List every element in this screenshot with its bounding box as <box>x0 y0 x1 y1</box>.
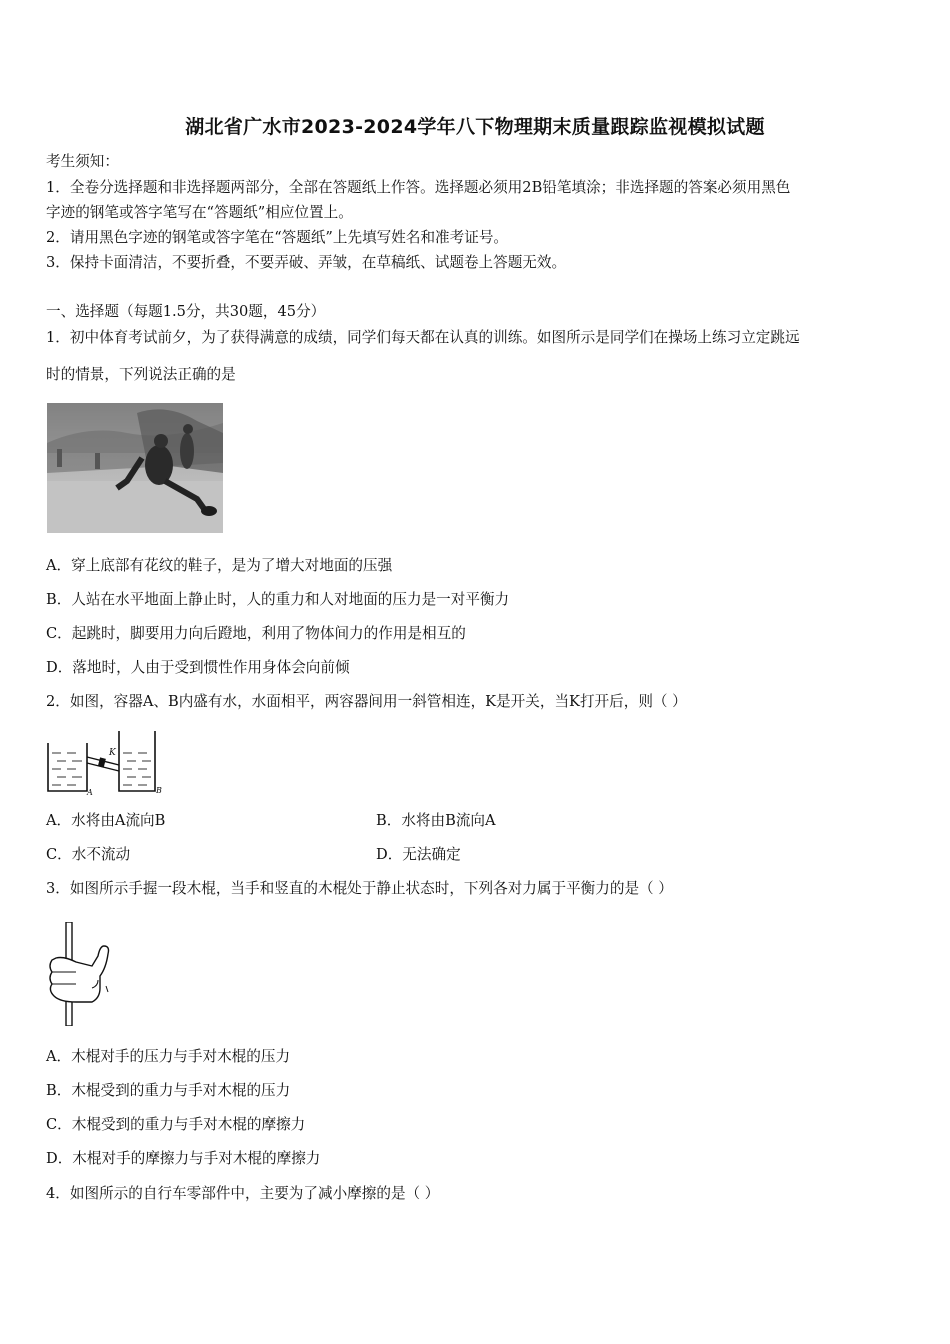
long-jump-photo <box>47 403 223 533</box>
notice-item: 2．请用黑色字迹的钢笔或答字笔在“答题纸”上先填写姓名和准考证号。 <box>46 229 509 246</box>
question-3-option-b: B．木棍受到的重力与手对木棍的压力 <box>46 1082 291 1099</box>
question-1-option-d: D．落地时，人由于受到惯性作用身体会向前倾 <box>46 659 350 676</box>
notice-item: 3．保持卡面清洁，不要折叠，不要弄破、弄皱，在草稿纸、试题卷上答题无效。 <box>46 254 567 271</box>
valve-label: K <box>109 748 116 758</box>
question-1-option-c: C．起跳时，脚要用力向后蹬地，利用了物体间力的作用是相互的 <box>46 625 466 642</box>
notice-item: 字迹的钢笔或答字笔写在“答题纸”相应位置上。 <box>46 204 353 221</box>
question-4-stem: 4．如图所示的自行车零部件中，主要为了减小摩擦的是（ ） <box>46 1185 440 1202</box>
container-b-label: B <box>156 786 162 795</box>
question-2-option-d: D．无法确定 <box>376 846 461 863</box>
question-3-option-a: A．木棍对手的压力与手对木棍的压力 <box>46 1048 291 1065</box>
question-2-stem: 2．如图，容器A、B内盛有水，水面相平，两容器间用一斜管相连，K是开关，当K打开后，则（ ） <box>46 693 687 710</box>
question-2-option-b: B．水将由B流向A <box>376 812 496 829</box>
question-1-stem-cont: 时的情景，下列说法正确的是 <box>46 366 236 383</box>
question-2-option-c: C．水不流动 <box>46 846 131 863</box>
question-3-stem: 3．如图所示手握一段木棍，当手和竖直的木棍处于静止状态时，下列各对力属于平衡力的是（ ） <box>46 880 673 897</box>
notice-item: 1．全卷分选择题和非选择题两部分，全部在答题纸上作答。选择题必须用2B铅笔填涂；非选择题的答案必须用黑色 <box>46 179 791 196</box>
question-1-option-b: B．人站在水平地面上静止时，人的重力和人对地面的压力是一对平衡力 <box>46 591 510 608</box>
container-a-label: A <box>87 788 93 797</box>
question-3-option-d: D．木棍对手的摩擦力与手对木棍的摩擦力 <box>46 1150 321 1167</box>
connected-containers-diagram <box>47 727 165 797</box>
section-heading: 一、选择题（每题1.5分，共30题，45分） <box>46 303 326 320</box>
page-title: 湖北省广水市2023-2024学年八下物理期末质量跟踪监视模拟试题 <box>185 116 765 138</box>
question-1-option-a: A．穿上底部有花纹的鞋子，是为了增大对地面的压强 <box>46 557 393 574</box>
hand-holding-stick-diagram <box>46 922 118 1026</box>
notice-heading: 考生须知： <box>46 153 119 170</box>
question-2-option-a: A．水将由A流向B <box>46 812 166 829</box>
question-1-stem: 1．初中体育考试前夕，为了获得满意的成绩，同学们每天都在认真的训练。如图所示是同学们在操场上练习立定跳远 <box>46 329 800 346</box>
question-3-option-c: C．木棍受到的重力与手对木棍的摩擦力 <box>46 1116 306 1133</box>
